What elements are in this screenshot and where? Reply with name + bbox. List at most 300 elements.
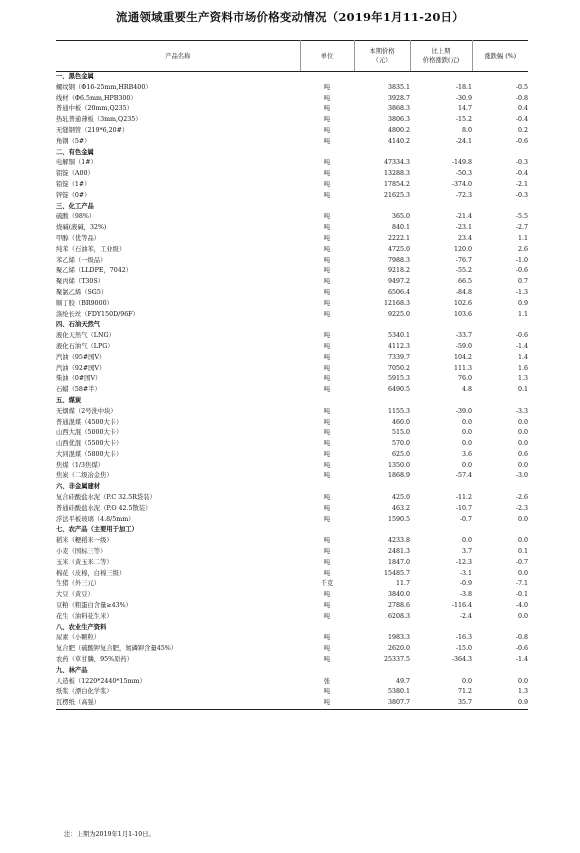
product-name-cell: 小麦（国标三等）: [56, 548, 107, 556]
table-row: [56, 137, 528, 148]
unit-cell: 千克: [320, 580, 334, 588]
unit-cell: 吨: [323, 656, 331, 664]
change-cell: -12.3: [455, 558, 472, 566]
percent-cell: -0.4: [515, 116, 528, 124]
change-cell: 111.3: [453, 364, 472, 372]
price-cell: 9497.2: [387, 278, 410, 286]
price-cell: 5380.1: [387, 688, 410, 696]
product-name-cell: 花生（油料花生米）: [56, 612, 113, 620]
unit-cell: 吨: [323, 353, 331, 361]
percent-cell: 0.0: [517, 440, 528, 448]
price-cell: 4112.3: [387, 342, 410, 350]
change-cell: -3.1: [459, 569, 472, 577]
percent-cell: -3.0: [515, 472, 528, 480]
change-cell: -0.7: [459, 515, 472, 523]
change-cell: -21.4: [455, 213, 472, 221]
change-cell: -16.3: [455, 634, 472, 642]
table-row: [56, 515, 528, 526]
change-cell: -15.2: [455, 116, 472, 124]
percent-cell: -2.6: [515, 494, 528, 502]
change-cell: 0.0: [461, 677, 472, 685]
percent-cell: 0.0: [517, 569, 528, 577]
product-name-cell: 顺丁胶（BR9000）: [56, 299, 113, 307]
header-change-percent: 涨跌幅 (%): [472, 41, 528, 72]
percent-cell: 0.9: [517, 299, 528, 307]
change-cell: -50.3: [455, 170, 472, 178]
change-cell: 35.7: [410, 698, 472, 709]
product-name-cell: 聚丙烯（T30S）: [56, 278, 105, 286]
section-row: [56, 320, 528, 331]
price-cell: 460.0: [391, 418, 410, 426]
change-cell: -18.1: [455, 83, 472, 91]
table-row: [56, 450, 528, 461]
product-name-cell: 瓦楞纸（高强）: [56, 698, 300, 709]
price-cell: 1983.3: [387, 634, 410, 642]
price-cell: 4233.8: [387, 537, 410, 545]
price-cell: 3807.7: [354, 698, 410, 709]
table-row: [56, 407, 528, 418]
unit-cell: 吨: [323, 267, 331, 275]
table-row: [56, 374, 528, 385]
table-row: [56, 212, 528, 223]
unit-cell: 吨: [323, 612, 331, 620]
product-name-cell: 螺纹钢（Φ16-25mm,HRB400）: [56, 83, 152, 91]
product-name-cell: 电解铜（1#）: [56, 159, 97, 167]
product-name-cell: 纸浆（漂白化学浆）: [56, 688, 113, 696]
percent-cell: 0.0: [517, 429, 528, 437]
percent-cell: 0.2: [517, 126, 528, 134]
percent-cell: 0.4: [517, 105, 528, 113]
section-row: [56, 482, 528, 493]
unit-cell: 吨: [323, 494, 331, 502]
unit-cell: 吨: [323, 645, 331, 653]
table-row: [56, 385, 528, 396]
table-row: [56, 245, 528, 256]
unit-cell: 张: [323, 677, 331, 685]
change-cell: -39.0: [455, 407, 472, 415]
unit-cell: 吨: [323, 310, 331, 318]
price-cell: 11.7: [395, 580, 410, 588]
table-row: [56, 180, 528, 191]
price-cell: 25337.5: [383, 656, 410, 664]
table-row: [56, 590, 528, 601]
product-name-cell: 人造板（1220*2440*15mm）: [56, 677, 146, 685]
unit-cell: 吨: [323, 569, 331, 577]
unit-cell: 吨: [323, 504, 331, 512]
change-cell: -2.4: [459, 612, 472, 620]
table-row: [56, 633, 528, 644]
table-row: [56, 331, 528, 342]
percent-cell: -4.0: [515, 602, 528, 610]
table-row: [56, 601, 528, 612]
price-cell: 3840.0: [387, 591, 410, 599]
table-row: [56, 687, 528, 698]
change-cell: -149.8: [451, 159, 472, 167]
unit-cell: 吨: [323, 461, 331, 469]
product-name-cell: 热轧普通薄板（3mm,Q235）: [56, 116, 142, 124]
table-row: [56, 677, 528, 688]
change-cell: -72.3: [455, 191, 472, 199]
table-row: [56, 558, 528, 569]
change-cell: -10.7: [455, 504, 472, 512]
unit-cell: 吨: [323, 537, 331, 545]
product-name-cell: 普通混煤（4500大卡）: [56, 418, 123, 426]
price-cell: 6490.5: [387, 386, 410, 394]
product-name-cell: 液化石油气（LPG）: [56, 342, 114, 350]
percent-cell: 0.1: [517, 548, 528, 556]
unit-cell: 吨: [323, 245, 331, 253]
section-label: 九、林产品: [56, 666, 88, 674]
change-cell: 0.0: [461, 461, 472, 469]
unit-cell: 吨: [323, 429, 331, 437]
table-row: [56, 126, 528, 137]
table-row: [56, 191, 528, 202]
header-unit: 单位: [300, 41, 354, 72]
table-row: [56, 579, 528, 590]
price-table: [56, 40, 528, 710]
unit-cell: 吨: [323, 375, 331, 383]
change-cell: 0.0: [461, 429, 472, 437]
percent-cell: -0.8: [515, 94, 528, 102]
table-row: [56, 288, 528, 299]
product-name-cell: 无缝钢管（219*6,20#）: [56, 126, 129, 134]
percent-cell: -2.7: [515, 224, 528, 232]
header-price-change-text: 比上期 价格涨跌(元): [422, 48, 460, 64]
product-name-cell: 聚氯乙烯（SG5）: [56, 288, 108, 296]
change-cell: -55.2: [455, 267, 472, 275]
percent-cell: -2.1: [515, 180, 528, 188]
section-row: [56, 396, 528, 407]
unit-cell: 吨: [323, 278, 331, 286]
product-name-cell: 聚乙烯（LLDPE，7042）: [56, 267, 133, 275]
table-row: [56, 644, 528, 655]
unit-cell: 吨: [323, 591, 331, 599]
unit-cell: 吨: [323, 180, 331, 188]
price-cell: 3928.7: [387, 94, 410, 102]
product-name-cell: 稻米（粳稻米一级）: [56, 537, 113, 545]
price-cell: 17854.2: [383, 180, 410, 188]
percent-cell: 0.0: [517, 537, 528, 545]
product-name-cell: 无烟煤（2号洗中块）: [56, 407, 117, 415]
product-name-cell: 锌锭（0#）: [56, 191, 91, 199]
unit-cell: 吨: [323, 137, 331, 145]
percent-cell: -0.3: [515, 159, 528, 167]
section-label: 五、煤炭: [56, 396, 82, 404]
change-cell: -23.1: [455, 224, 472, 232]
price-cell: 2620.0: [387, 645, 410, 653]
table-row: [56, 234, 528, 245]
product-name-cell: 玉米（黄玉米二等）: [56, 558, 113, 566]
unit-cell: 吨: [323, 126, 331, 134]
percent-cell: 0.0: [517, 461, 528, 469]
percent-cell: -1.4: [515, 656, 528, 664]
product-name-cell: 山西大混（5000大卡）: [56, 429, 123, 437]
change-cell: -84.8: [455, 288, 472, 296]
price-cell: 1590.5: [387, 515, 410, 523]
table-row: [56, 612, 528, 623]
percent-cell: -2.3: [515, 504, 528, 512]
percent-cell: -1.3: [515, 288, 528, 296]
price-cell: 365.0: [391, 213, 410, 221]
percent-cell: 0.7: [517, 278, 528, 286]
price-cell: 7339.7: [387, 353, 410, 361]
table-row: [56, 223, 528, 234]
table-row: [56, 569, 528, 580]
section-label: 四、石油天然气: [56, 321, 101, 329]
product-name-cell: 涤纶长丝（FDY150D/96F）: [56, 310, 139, 318]
product-name-cell: 线材（Φ6.5mm,HPB300）: [56, 94, 137, 102]
unit-cell: 吨: [323, 299, 331, 307]
price-cell: 1155.3: [387, 407, 410, 415]
section-label: 二、有色金属: [56, 148, 94, 156]
product-name-cell: 尿素（小颗粒）: [56, 634, 101, 642]
change-cell: 104.2: [453, 353, 472, 361]
unit-cell: 吨: [323, 191, 331, 199]
price-cell: 1868.9: [387, 472, 410, 480]
percent-cell: -0.4: [515, 170, 528, 178]
change-cell: 120.0: [453, 245, 472, 253]
percent-cell: 1.6: [517, 364, 528, 372]
table-body: [56, 72, 528, 710]
percent-cell: 2.6: [517, 245, 528, 253]
price-cell: 9225.0: [387, 310, 410, 318]
table-row: [56, 471, 528, 482]
product-name-cell: 铝锭（A00）: [56, 170, 94, 178]
percent-cell: 0.0: [517, 515, 528, 523]
table-row: [56, 342, 528, 353]
change-cell: 3.7: [461, 548, 472, 556]
price-cell: 625.0: [391, 450, 410, 458]
header-price-change: [410, 41, 472, 72]
unit-cell: 吨: [323, 407, 331, 415]
table-row: [56, 418, 528, 429]
price-cell: 3835.1: [387, 83, 410, 91]
table-row: [56, 83, 528, 94]
product-name-cell: 汽油（95#国Ⅴ）: [56, 353, 106, 361]
section-row: [56, 202, 528, 213]
product-name-cell: 硫酸（98%）: [56, 213, 96, 221]
unit-cell: 吨: [323, 224, 331, 232]
price-cell: 840.1: [391, 224, 410, 232]
unit-cell: 吨: [323, 170, 331, 178]
header-current-price-text: 本期价格 （元）: [369, 48, 395, 64]
table-row: [56, 536, 528, 547]
product-name-cell: 大豆（黄豆）: [56, 591, 94, 599]
percent-cell: 0.9: [472, 698, 528, 709]
table-row: [56, 104, 528, 115]
percent-cell: 1.4: [517, 353, 528, 361]
change-cell: 76.0: [457, 375, 472, 383]
percent-cell: -3.3: [515, 407, 528, 415]
price-cell: 5340.1: [387, 332, 410, 340]
percent-cell: 1.3: [517, 375, 528, 383]
unit-cell: 吨: [323, 386, 331, 394]
price-cell: 4725.0: [387, 245, 410, 253]
change-cell: 71.2: [457, 688, 472, 696]
table-row: [56, 353, 528, 364]
product-name-cell: 山西优混（5500大卡）: [56, 440, 123, 448]
section-row: [56, 623, 528, 634]
unit-cell: 吨: [323, 602, 331, 610]
percent-cell: 0.6: [517, 450, 528, 458]
report-title: 流通领域重要生产资料市场价格变动情况（2019年1月11-20日）: [116, 10, 464, 24]
table-row: [56, 493, 528, 504]
unit-cell: 吨: [323, 234, 331, 242]
percent-cell: -1.0: [515, 256, 528, 264]
change-cell: -76.7: [455, 256, 472, 264]
unit-cell: 吨: [323, 634, 331, 642]
percent-cell: -0.6: [515, 645, 528, 653]
percent-cell: -0.6: [515, 267, 528, 275]
table-row: [56, 256, 528, 267]
percent-cell: -0.3: [515, 191, 528, 199]
unit-cell: 吨: [323, 288, 331, 296]
section-label: 一、黑色金属: [56, 73, 94, 80]
price-cell: 4140.2: [387, 137, 410, 145]
product-name-cell: 液化天然气（LNG）: [56, 332, 115, 340]
unit-cell: 吨: [323, 450, 331, 458]
percent-cell: -0.8: [515, 634, 528, 642]
product-name-cell: 普通硅酸盐水泥（P.O 42.5散装）: [56, 504, 152, 512]
unit-cell: 吨: [323, 105, 331, 113]
price-cell: 515.0: [391, 429, 410, 437]
percent-cell: 0.1: [517, 386, 528, 394]
unit-cell: 吨: [300, 698, 354, 709]
unit-cell: 吨: [323, 256, 331, 264]
header-product-name: 产品名称: [56, 41, 300, 72]
percent-cell: -0.6: [515, 137, 528, 145]
footnote: 注：上期为2019年1月1-10日。: [64, 831, 155, 838]
change-cell: 0.0: [461, 440, 472, 448]
change-cell: 0.0: [461, 537, 472, 545]
percent-cell: 0.0: [517, 677, 528, 685]
price-cell: 7988.3: [387, 256, 410, 264]
unit-cell: 吨: [323, 342, 331, 350]
section-row: [56, 525, 528, 536]
product-name-cell: 复合硅酸盐水泥（P.C 32.5R袋装）: [56, 494, 156, 502]
price-cell: 425.0: [391, 494, 410, 502]
table-row: [56, 94, 528, 105]
price-cell: 6208.3: [387, 612, 410, 620]
percent-cell: 1.1: [517, 310, 528, 318]
table-row: [56, 169, 528, 180]
unit-cell: 吨: [323, 159, 331, 167]
change-cell: 0.0: [461, 418, 472, 426]
percent-cell: -0.6: [515, 332, 528, 340]
price-cell: 6506.4: [387, 288, 410, 296]
table-row: [56, 428, 528, 439]
unit-cell: 吨: [323, 116, 331, 124]
product-name-cell: 大同混煤（5800大卡）: [56, 450, 123, 458]
section-label: 六、非金属建材: [56, 483, 101, 491]
product-name-cell: 豆粕（粗蛋白含量≥43%）: [56, 602, 132, 610]
change-cell: -116.4: [451, 602, 472, 610]
change-cell: -24.1: [455, 137, 472, 145]
percent-cell: 1.3: [517, 688, 528, 696]
unit-cell: 吨: [323, 213, 331, 221]
unit-cell: 吨: [323, 364, 331, 372]
price-cell: 1847.0: [387, 558, 410, 566]
product-name-cell: 烧碱(液碱，32%): [56, 224, 107, 232]
percent-cell: -1.4: [515, 342, 528, 350]
change-cell: 4.8: [461, 386, 472, 394]
unit-cell: 吨: [323, 440, 331, 448]
change-cell: 102.6: [453, 299, 472, 307]
section-label: 三、化工产品: [56, 202, 94, 210]
price-cell: 13288.3: [383, 170, 410, 178]
table-row: [56, 364, 528, 375]
price-cell: 7050.2: [387, 364, 410, 372]
price-cell: 5915.3: [387, 375, 410, 383]
product-name-cell: 生猪（外三元）: [56, 580, 101, 588]
unit-cell: 吨: [323, 94, 331, 102]
price-cell: 463.2: [391, 504, 410, 512]
percent-cell: -5.5: [515, 213, 528, 221]
product-name-cell: 石蜡（58#半）: [56, 386, 101, 394]
table-row: [56, 277, 528, 288]
table-row: [56, 115, 528, 126]
change-cell: -0.9: [459, 580, 472, 588]
change-cell: -30.9: [455, 94, 472, 102]
unit-cell: 吨: [323, 418, 331, 426]
percent-cell: -0.7: [515, 558, 528, 566]
price-cell: 4800.2: [387, 126, 410, 134]
table-row: [56, 439, 528, 450]
table-row: [56, 461, 528, 472]
table-row: [56, 698, 528, 709]
price-cell: 2788.6: [387, 602, 410, 610]
price-cell: 12168.3: [383, 299, 410, 307]
product-name-cell: 铅锭（1#）: [56, 180, 91, 188]
change-cell: 23.4: [457, 234, 472, 242]
unit-cell: 吨: [323, 332, 331, 340]
percent-cell: -0.1: [515, 591, 528, 599]
table-header-row: [56, 41, 528, 72]
product-name-cell: 复合肥（硫酸钾复合肥，氮磷钾含量45%）: [56, 645, 178, 653]
change-cell: 66.5: [457, 278, 472, 286]
price-cell: 3806.3: [387, 116, 410, 124]
price-cell: 2222.1: [387, 234, 410, 242]
section-row: [56, 72, 528, 83]
table-row: [56, 310, 528, 321]
section-row: [56, 666, 528, 677]
unit-cell: 吨: [323, 472, 331, 480]
header-current-price: [354, 41, 410, 72]
change-cell: -3.8: [459, 591, 472, 599]
product-name-cell: 焦煤（1/3焦煤）: [56, 461, 104, 469]
change-cell: -15.0: [455, 645, 472, 653]
product-name-cell: 浮法平板玻璃（4.8/5mm）: [56, 515, 135, 523]
percent-cell: 1.1: [517, 234, 528, 242]
price-cell: 570.0: [391, 440, 410, 448]
price-cell: 15485.7: [383, 569, 410, 577]
percent-cell: 0.0: [517, 418, 528, 426]
change-cell: 8.0: [461, 126, 472, 134]
change-cell: 3.6: [461, 450, 472, 458]
table-row: [56, 655, 528, 666]
unit-cell: 吨: [323, 515, 331, 523]
section-label: 七、农产品（主要用于加工）: [56, 526, 138, 534]
product-name-cell: 棉花（皮棉，白棉三级）: [56, 569, 126, 577]
section-row: [56, 148, 528, 159]
table-row: [56, 504, 528, 515]
percent-cell: 0.0: [517, 612, 528, 620]
price-cell: 1350.0: [387, 461, 410, 469]
product-name-cell: 苯乙烯（一级品）: [56, 256, 107, 264]
product-name-cell: 纯苯（石油苯，工业级）: [56, 245, 126, 253]
product-name-cell: 普通中板（20mm,Q235）: [56, 105, 133, 113]
change-cell: -33.7: [455, 332, 472, 340]
